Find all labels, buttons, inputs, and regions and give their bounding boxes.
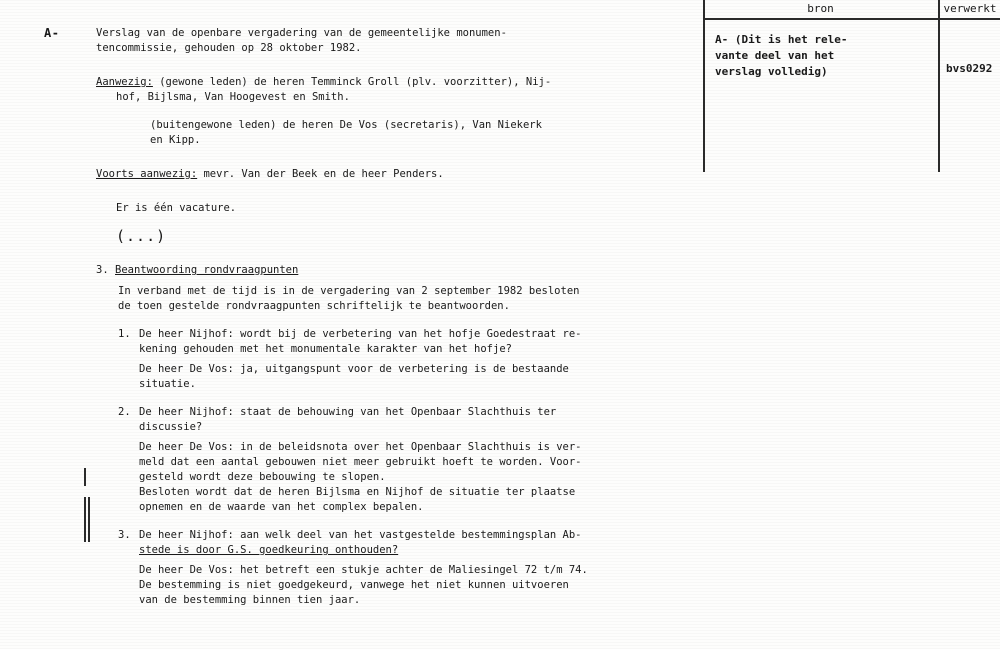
list-item: [118, 327, 686, 357]
present-line-2: hof, Bijlsma, Van Hoogevest en Smith.: [116, 91, 350, 103]
intro-paragraph: [96, 26, 686, 56]
item-question-line-2: discussie?: [139, 421, 203, 433]
section-intro: [118, 284, 686, 314]
also-present-block: [96, 167, 686, 182]
present-line-4: en Kipp.: [150, 134, 201, 146]
item-answer-line-1: De heer De Vos: ja, uitgangspunt voor de verbetering is de bestaande: [139, 363, 569, 375]
item-answer-line-3: gesteld wordt deze bebouwing te slopen.: [139, 471, 386, 483]
source-note-line-1: A- (Dit is het rele-: [715, 33, 848, 46]
processed-code: bvs0292: [946, 62, 993, 75]
present-label: Aanwezig:: [96, 76, 153, 88]
item-answer-line-5: opnemen en de waarde van het complex bepalen.: [139, 501, 424, 513]
side-annotation-table: [703, 0, 1000, 180]
source-note-line-2: vante deel van het: [715, 49, 835, 62]
item-answer: [139, 440, 686, 515]
list-item: [118, 405, 686, 435]
annotation-bar-2: [84, 497, 86, 542]
present-line-1: (gewone leden) de heren Temminck Groll (plv. voorzitter), Nij-: [159, 76, 552, 88]
section-title: Beantwoording rondvraagpunten: [115, 264, 299, 276]
ellipsis-block: [96, 229, 686, 244]
column-header-bron: bron: [807, 2, 834, 15]
item-number: 1.: [118, 328, 131, 340]
section-heading: [96, 263, 686, 278]
item-question-line-2: stede is door G.S. goedkeuring onthouden?: [139, 544, 399, 556]
table-border-middle: [938, 0, 940, 172]
section-intro-line-2: de toen gestelde rondvraagpunten schriftelijk te beantwoorden.: [118, 300, 510, 312]
item-answer-line-2: situatie.: [139, 378, 196, 390]
item-answer: [139, 563, 686, 608]
item-answer-line-3: van de bestemming binnen tien jaar.: [139, 594, 361, 606]
item-number: 3.: [118, 529, 131, 541]
table-header-rule: [703, 18, 1000, 20]
item-number: 2.: [118, 406, 131, 418]
annotation-bar-3: [88, 497, 90, 542]
source-note: [715, 32, 930, 80]
item-question: [139, 528, 686, 558]
present-line-3: (buitengewone leden) de heren De Vos (secretaris), Van Niekerk: [150, 119, 542, 131]
intro-line-1: Verslag van de openbare vergadering van de gemeentelijke monumen-: [96, 27, 507, 39]
also-present-text: mevr. Van der Beek en de heer Penders.: [203, 168, 444, 180]
item-answer-line-4: Besloten wordt dat de heren Bijlsma en Nijhof de situatie ter plaatse: [139, 486, 576, 498]
item-question-line-1: De heer Nijhof: wordt bij de verbetering van het hofje Goedestraat re-: [139, 328, 582, 340]
section-number: 3.: [96, 264, 109, 276]
table-border-left: [703, 0, 705, 172]
also-present-label: Voorts aanwezig:: [96, 168, 198, 180]
item-answer-line-1: De heer De Vos: het betreft een stukje achter de Maliesingel 72 t/m 74.: [139, 564, 588, 576]
item-question-line-1: De heer Nijhof: aan welk deel van het vastgestelde bestemmingsplan Ab-: [139, 529, 582, 541]
also-present-line: [96, 167, 686, 182]
intro-line-2: tencommissie, gehouden op 28 oktober 1982.: [96, 42, 362, 54]
present-extra-block: [96, 118, 686, 148]
item-answer-line-1: De heer De Vos: in de beleidsnota over het Openbaar Slachthuis is ver-: [139, 441, 582, 453]
vacancy-block: [116, 201, 686, 216]
item-question: [139, 405, 686, 435]
item-answer: [139, 362, 686, 392]
item-question-line-1: De heer Nijhof: staat de behouwing van het Openbaar Slachthuis ter: [139, 406, 557, 418]
vacancy-line: Er is één vacature.: [116, 202, 237, 214]
document-text: [96, 26, 686, 621]
list-item: [118, 528, 686, 558]
item-answer-line-2: De bestemming is niet goedgekeurd, vanwege het niet kunnen uitvoeren: [139, 579, 569, 591]
present-block: [96, 75, 686, 105]
source-note-line-3: verslag volledig): [715, 65, 828, 78]
item-question-line-2: kening gehouden met het monumentale karakter van het hofje?: [139, 343, 512, 355]
item-answer-line-2: meld dat een aantal gebouwen niet meer gebruikt hoeft te worden. Voor-: [139, 456, 582, 468]
margin-marker: A-: [44, 26, 60, 40]
ellipsis-text: (...): [116, 227, 167, 245]
column-header-verwerkt: verwerkt: [943, 2, 997, 15]
present-first-line: [96, 75, 686, 90]
section-intro-line-1: In verband met de tijd is in de vergadering van 2 september 1982 besloten: [118, 285, 580, 297]
annotation-bar-1: [84, 468, 86, 486]
item-question: [139, 327, 686, 357]
